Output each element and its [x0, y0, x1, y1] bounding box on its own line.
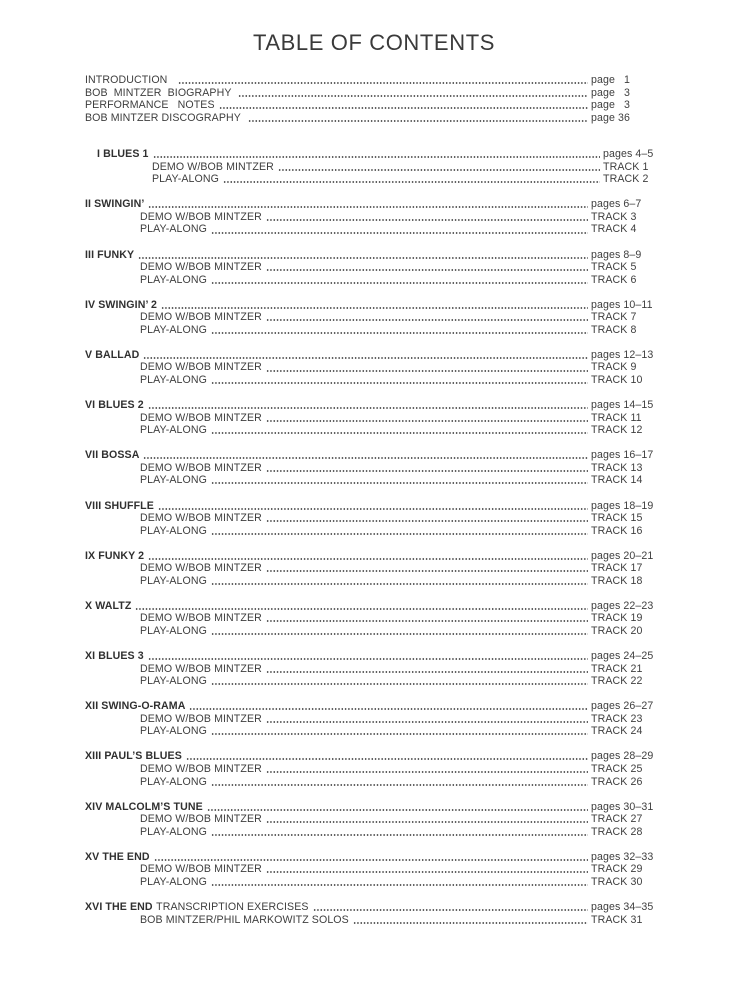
song-title: VIII SHUFFLE	[85, 499, 154, 512]
song-title-row	[85, 399, 663, 412]
track-row	[85, 462, 663, 475]
dot-leader	[186, 758, 588, 760]
song-pages: pages 8–9	[591, 248, 642, 261]
song-title-row	[85, 198, 663, 211]
track-row	[85, 813, 663, 826]
track-label: PLAY-ALONG	[140, 574, 207, 587]
track-label: DEMO W/BOB MINTZER	[140, 562, 262, 575]
track-label: DEMO W/BOB MINTZER	[140, 311, 262, 324]
song-track-list	[85, 612, 663, 637]
track-number: TRACK 7	[591, 311, 637, 324]
track-number: TRACK 16	[591, 524, 643, 537]
track-label: PLAY-ALONG	[140, 223, 207, 236]
song-pages: pages 32–33	[591, 850, 654, 863]
song-track-list	[85, 412, 663, 437]
dot-leader	[211, 834, 588, 836]
song-section	[85, 500, 663, 538]
song-track-list	[85, 663, 663, 688]
song-section	[85, 650, 663, 688]
song-title-row	[85, 500, 663, 513]
song-pages: pages 24–25	[591, 650, 654, 663]
song-pages: pages 22–23	[591, 599, 654, 612]
track-row	[85, 914, 663, 927]
song-pages: pages 18–19	[591, 499, 654, 512]
song-pages: pages 10–11	[591, 298, 653, 311]
front-matter-entry	[85, 87, 663, 100]
track-label: DEMO W/BOB MINTZER	[140, 712, 262, 725]
dot-leader	[211, 683, 588, 685]
track-label: DEMO W/BOB MINTZER	[140, 662, 262, 675]
song-section	[85, 299, 663, 337]
dot-leader	[207, 809, 588, 811]
track-label: PLAY-ALONG	[140, 725, 207, 738]
track-row	[85, 612, 663, 625]
track-row	[85, 412, 663, 425]
track-row	[85, 863, 663, 876]
track-number: TRACK 11	[591, 411, 642, 424]
dot-leader	[158, 508, 588, 510]
song-section	[85, 700, 663, 738]
song-title: I BLUES 1	[97, 148, 149, 161]
track-label: PLAY-ALONG	[140, 424, 207, 437]
dot-leader	[266, 319, 588, 321]
track-row	[85, 424, 663, 437]
track-row	[85, 575, 663, 588]
song-title-suffix: TRANSCRIPTION EXERCISES	[156, 901, 309, 913]
track-row	[85, 211, 663, 224]
entry-page-ref	[591, 87, 663, 100]
track-row	[85, 525, 663, 538]
dot-leader	[148, 658, 588, 660]
dot-leader	[178, 82, 589, 84]
track-number: TRACK 22	[591, 675, 643, 688]
dot-leader	[211, 884, 588, 886]
song-title-row	[85, 449, 663, 462]
track-number: TRACK 8	[591, 323, 637, 336]
song-section	[85, 801, 663, 839]
dot-leader	[211, 432, 588, 434]
song-title: VII BOSSA	[85, 449, 140, 462]
song-title-row	[85, 650, 663, 663]
track-label: PLAY-ALONG	[140, 624, 207, 637]
song-pages: pages 12–13	[591, 348, 654, 361]
song-pages: pages 16–17	[591, 449, 654, 462]
dot-leader	[353, 922, 588, 924]
track-number: TRACK 21	[591, 662, 643, 675]
track-row	[85, 261, 663, 274]
dot-leader	[278, 169, 600, 171]
front-matter-list	[85, 74, 663, 124]
entry-label: INTRODUCTION	[85, 74, 174, 86]
dot-leader	[211, 232, 588, 234]
dot-leader	[313, 909, 588, 911]
track-number: TRACK 27	[591, 813, 643, 826]
song-pages: pages 34–35	[591, 901, 654, 913]
track-label: PLAY-ALONG	[140, 273, 207, 286]
dot-leader	[211, 332, 588, 334]
dot-leader	[266, 721, 588, 723]
song-pages: pages 26–27	[591, 700, 654, 713]
track-number: TRACK 6	[591, 273, 637, 286]
track-label: BOB MINTZER/PHIL MARKOWITZ SOLOS	[140, 913, 349, 926]
song-track-list	[85, 863, 663, 888]
track-label: PLAY-ALONG	[140, 524, 207, 537]
song-track-list	[85, 462, 663, 487]
song-section	[85, 750, 663, 788]
dot-leader	[266, 219, 588, 221]
entry-page-ref	[591, 112, 663, 125]
track-label: DEMO W/BOB MINTZER	[152, 160, 274, 173]
song-pages: pages 20–21	[591, 549, 654, 562]
dot-leader	[135, 608, 588, 610]
track-label: DEMO W/BOB MINTZER	[140, 461, 262, 474]
track-number: TRACK 31	[591, 913, 643, 926]
song-pages: pages 6–7	[591, 198, 642, 211]
song-section	[85, 851, 663, 889]
dot-leader	[211, 583, 588, 585]
song-title-label	[85, 500, 154, 513]
dot-leader	[266, 420, 588, 422]
track-row	[85, 675, 663, 688]
song-title: XV THE END	[85, 850, 150, 863]
song-title-label	[85, 399, 144, 412]
track-row	[85, 625, 663, 638]
track-label: PLAY-ALONG	[140, 474, 207, 487]
song-section	[85, 901, 663, 926]
song-title: V BALLAD	[85, 348, 140, 361]
dot-leader	[266, 269, 588, 271]
track-row	[85, 374, 663, 387]
track-number: TRACK 19	[591, 612, 643, 625]
track-label: PLAY-ALONG	[140, 675, 207, 688]
dot-leader	[266, 871, 588, 873]
song-section	[85, 600, 663, 638]
track-number: TRACK 10	[591, 374, 643, 387]
dot-leader	[138, 257, 588, 259]
track-row	[97, 173, 675, 186]
entry-page-ref	[591, 74, 663, 87]
track-row	[85, 324, 663, 337]
track-label: DEMO W/BOB MINTZER	[140, 361, 262, 374]
song-track-list	[85, 713, 663, 738]
track-number: TRACK 15	[591, 512, 643, 525]
track-label: PLAY-ALONG	[140, 775, 207, 788]
song-title-label	[85, 700, 185, 713]
track-row	[85, 361, 663, 374]
track-label: DEMO W/BOB MINTZER	[140, 210, 262, 223]
track-row	[85, 223, 663, 236]
dot-leader	[238, 95, 588, 97]
song-title-row	[85, 299, 663, 312]
dot-leader	[266, 520, 588, 522]
song-track-list	[85, 311, 663, 336]
song-track-list	[85, 562, 663, 587]
track-label: DEMO W/BOB MINTZER	[140, 762, 262, 775]
song-title: III FUNKY	[85, 248, 135, 261]
song-title: IV SWINGIN’ 2	[85, 298, 157, 311]
dot-leader	[154, 859, 588, 861]
dot-leader	[211, 533, 588, 535]
song-track-list	[85, 261, 663, 286]
song-pages: pages 14–15	[591, 399, 654, 412]
page-title: TABLE OF CONTENTS	[252, 30, 496, 55]
track-label: DEMO W/BOB MINTZER	[140, 411, 262, 424]
song-title-label	[85, 550, 144, 563]
song-title-label	[85, 349, 139, 362]
dot-leader	[189, 708, 588, 710]
track-row	[85, 474, 663, 487]
track-label: DEMO W/BOB MINTZER	[140, 863, 262, 876]
track-number: TRACK 29	[591, 863, 643, 876]
dot-leader	[266, 570, 588, 572]
entry-label: PERFORMANCE NOTES	[85, 99, 215, 112]
track-label: PLAY-ALONG	[140, 825, 207, 838]
dot-leader	[211, 482, 588, 484]
dot-leader	[211, 382, 588, 384]
track-number: TRACK 1	[603, 160, 649, 173]
song-title-label	[85, 299, 157, 312]
song-section	[85, 349, 663, 387]
track-row	[85, 826, 663, 839]
song-title-row	[85, 600, 663, 613]
song-title-row	[85, 901, 663, 914]
song-title: XI BLUES 3	[85, 650, 144, 663]
song-title: II SWINGIN’	[85, 198, 145, 211]
song-track-list	[85, 512, 663, 537]
song-pages: pages 28–29	[591, 750, 654, 763]
song-track-list	[85, 763, 663, 788]
track-row	[85, 311, 663, 324]
track-number: TRACK 4	[591, 223, 637, 236]
song-track-list	[85, 813, 663, 838]
dot-leader	[153, 156, 600, 158]
track-row	[85, 776, 663, 789]
dot-leader	[143, 357, 588, 359]
track-number: TRACK 24	[591, 725, 643, 738]
song-title-row	[85, 750, 663, 763]
entry-label: BOB MINTZER BIOGRAPHY	[85, 86, 235, 99]
track-label: DEMO W/BOB MINTZER	[140, 612, 262, 625]
song-section	[85, 399, 663, 437]
song-section	[85, 198, 663, 236]
song-track-list	[85, 211, 663, 236]
dot-leader	[266, 771, 588, 773]
song-title: IX FUNKY 2	[85, 549, 145, 562]
song-title-label	[85, 851, 150, 864]
song-title-row	[85, 801, 663, 814]
track-label: PLAY-ALONG	[152, 173, 219, 186]
song-title-label	[85, 750, 182, 763]
entry-page-number: 1	[623, 74, 630, 86]
song-section-list	[85, 148, 663, 926]
song-title-label	[85, 600, 131, 613]
track-number: TRACK 12	[591, 424, 643, 437]
song-title-label	[97, 148, 149, 161]
track-number: TRACK 2	[603, 173, 649, 186]
track-number: TRACK 3	[591, 210, 637, 223]
track-number: TRACK 17	[591, 562, 643, 575]
song-title-label	[85, 801, 203, 814]
track-number: TRACK 26	[591, 775, 643, 788]
track-number: TRACK 14	[591, 474, 643, 487]
song-section	[97, 148, 675, 186]
entry-label: BOB MINTZER DISCOGRAPHY	[85, 111, 244, 124]
track-number: TRACK 28	[591, 825, 643, 838]
entry-page-number: 36	[617, 111, 630, 124]
track-label: PLAY-ALONG	[140, 374, 207, 387]
track-row	[85, 663, 663, 676]
front-matter-entry	[85, 99, 663, 112]
song-title: X WALTZ	[85, 599, 132, 612]
song-section	[85, 449, 663, 487]
entry-page-number: 3	[623, 99, 630, 112]
song-title: XIV MALCOLM’S TUNE	[85, 800, 203, 813]
song-title: XVI THE END	[85, 901, 153, 913]
entry-page-word: page	[591, 111, 615, 124]
track-label: DEMO W/BOB MINTZER	[140, 261, 262, 274]
track-row	[85, 512, 663, 525]
song-title: VI BLUES 2	[85, 399, 144, 412]
dot-leader	[266, 620, 588, 622]
song-title-label	[85, 249, 134, 262]
dot-leader	[248, 120, 588, 122]
entry-page-word: page	[591, 74, 615, 86]
song-title: XIII PAUL’S BLUES	[85, 750, 182, 763]
track-number: TRACK 9	[591, 361, 637, 374]
song-title-label	[85, 449, 139, 462]
song-pages: pages 4–5	[603, 148, 654, 161]
track-number: TRACK 5	[591, 261, 637, 274]
track-row	[85, 725, 663, 738]
dot-leader	[266, 671, 588, 673]
dot-leader	[211, 733, 588, 735]
song-title: XII SWING-O-RAMA	[85, 700, 186, 713]
track-row	[85, 876, 663, 889]
front-matter-entry	[85, 112, 663, 125]
song-title-label	[85, 901, 309, 914]
front-matter-entry	[85, 74, 663, 87]
track-number: TRACK 25	[591, 762, 643, 775]
song-track-list	[85, 361, 663, 386]
dot-leader	[266, 370, 588, 372]
dot-leader	[223, 181, 600, 183]
entry-page-ref	[591, 99, 663, 112]
track-label: DEMO W/BOB MINTZER	[140, 512, 262, 525]
entry-page-word: page	[591, 99, 615, 112]
dot-leader	[266, 470, 588, 472]
song-track-list	[85, 914, 663, 927]
track-label: PLAY-ALONG	[140, 875, 207, 888]
song-title-row	[85, 349, 663, 362]
song-section	[85, 249, 663, 287]
song-title-label	[85, 198, 144, 211]
dot-leader	[211, 633, 588, 635]
song-title-row	[85, 550, 663, 563]
dot-leader	[148, 558, 588, 560]
song-section	[85, 550, 663, 588]
song-title-row	[85, 851, 663, 864]
dot-leader	[211, 784, 588, 786]
dot-leader	[219, 107, 588, 109]
track-row	[97, 161, 675, 174]
track-number: TRACK 23	[591, 712, 643, 725]
song-title-row	[85, 700, 663, 713]
song-title-row	[97, 148, 675, 161]
song-title-label	[85, 650, 144, 663]
track-label: DEMO W/BOB MINTZER	[140, 813, 262, 826]
track-row	[85, 763, 663, 776]
track-label: PLAY-ALONG	[140, 323, 207, 336]
song-title-row	[85, 249, 663, 262]
track-number: TRACK 18	[591, 574, 643, 587]
song-track-list	[97, 161, 675, 186]
track-number: TRACK 13	[591, 461, 643, 474]
track-row	[85, 562, 663, 575]
track-number: TRACK 20	[591, 624, 643, 637]
entry-page-word: page	[591, 86, 615, 99]
entry-page-number: 3	[623, 86, 630, 99]
dot-leader	[143, 457, 588, 459]
dot-leader	[266, 821, 588, 823]
track-row	[85, 274, 663, 287]
dot-leader	[161, 307, 588, 309]
song-pages: pages 30–31	[591, 800, 654, 813]
dot-leader	[148, 407, 588, 409]
dot-leader	[211, 282, 588, 284]
track-number: TRACK 30	[591, 875, 643, 888]
dot-leader	[148, 206, 588, 208]
track-row	[85, 713, 663, 726]
